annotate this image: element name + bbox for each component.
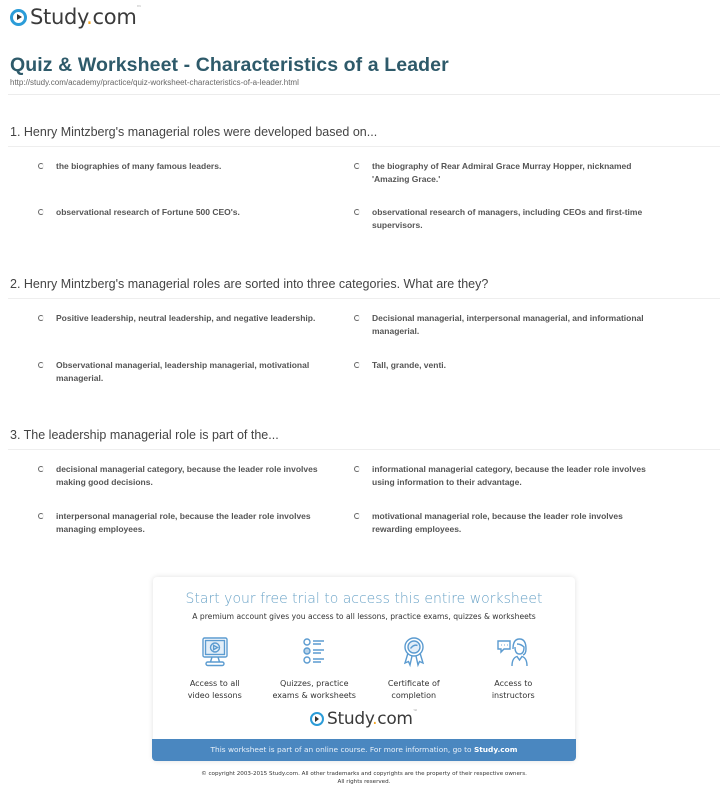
study-logo[interactable] — [10, 5, 141, 29]
feature-list — [153, 635, 575, 702]
free-trial-heading[interactable]: Start your free trial to access this entire worksheet — [185, 591, 543, 607]
quiz-list-icon — [297, 635, 331, 669]
divider — [8, 94, 720, 95]
study-com-link[interactable]: Study.com — [473, 745, 518, 754]
radio-button[interactable] — [38, 466, 44, 472]
page-title: Quiz & Worksheet - Characteristics of a Leader — [10, 54, 449, 76]
answer-option[interactable]: Tall, grande, venti. — [354, 359, 652, 372]
answer-option[interactable]: Positive leadership, neutral leadership, and negative leadership. — [38, 312, 336, 325]
answer-option[interactable]: Observational managerial, leadership managerial, motivational managerial. — [38, 359, 336, 385]
play-circle-icon — [10, 9, 27, 26]
free-trial-card — [153, 577, 575, 761]
logo-wordmark: Study.com™ — [30, 5, 142, 29]
radio-button[interactable] — [354, 466, 360, 472]
radio-button[interactable] — [354, 362, 360, 368]
play-circle-icon — [310, 712, 324, 726]
feature-video-lessons — [167, 635, 263, 702]
feature-label: Certificate of completion — [387, 679, 440, 700]
radio-button[interactable] — [38, 513, 44, 519]
question-title: 3. The leadership managerial role is part of the... — [10, 428, 279, 442]
answer-option[interactable]: Decisional managerial, interpersonal managerial, and informational managerial. — [354, 312, 652, 338]
feature-label: Quizzes, practice exams & worksheets — [272, 679, 356, 700]
divider — [8, 298, 720, 299]
video-lessons-icon — [198, 635, 232, 669]
answer-option[interactable]: informational managerial category, because the leader role involves using information to their advantage. — [354, 463, 652, 489]
radio-button[interactable] — [354, 513, 360, 519]
feature-label: Access to instructors — [491, 679, 535, 700]
answer-option[interactable]: the biography of Rear Admiral Grace Murray Hopper, nicknamed 'Amazing Grace.' — [354, 160, 652, 186]
answer-option[interactable]: the biographies of many famous leaders. — [38, 160, 336, 173]
divider — [8, 146, 720, 147]
question-title: 2. Henry Mintzberg's managerial roles are sorted into three categories. What are they? — [10, 277, 489, 291]
feature-quizzes — [266, 635, 362, 702]
radio-button[interactable] — [354, 209, 360, 215]
radio-button[interactable] — [354, 163, 360, 169]
answer-option[interactable]: observational research of managers, including CEOs and first-time supervisors. — [354, 206, 652, 232]
question-title: 1. Henry Mintzberg's managerial roles were developed based on... — [10, 125, 378, 139]
feature-label: Access to all video lessons — [187, 679, 242, 700]
radio-button[interactable] — [38, 362, 44, 368]
feature-instructors — [465, 635, 561, 702]
page-url: http://study.com/academy/practice/quiz-worksheet-characteristics-of-a-leader.html — [10, 78, 299, 87]
answer-option[interactable]: interpersonal managerial role, because the leader role involves managing employees. — [38, 510, 336, 536]
copyright-notice: © copyright 2003-2015 Study.com. All other trademarks and copyrights are the property of their respective owners. All rights reserved. — [201, 771, 527, 785]
certificate-icon — [397, 635, 431, 669]
feature-certificate — [366, 635, 462, 702]
answer-option[interactable]: observational research of Fortune 500 CEO's. — [38, 206, 336, 219]
instructor-icon — [496, 635, 530, 669]
answer-option[interactable]: decisional managerial category, because the leader role involves making good decisions. — [38, 463, 336, 489]
radio-button[interactable] — [38, 315, 44, 321]
free-trial-subtitle: A premium account gives you access to all lessons, practice exams, quizzes & worksheets — [192, 612, 536, 621]
study-logo[interactable] — [310, 709, 417, 729]
logo-wordmark: Study.com™ — [327, 709, 418, 729]
answer-option[interactable]: motivational managerial role, because the leader role involves rewarding employees. — [354, 510, 652, 536]
online-course-banner: This worksheet is part of an online course. For more information, go to Study.com — [152, 739, 576, 761]
divider — [8, 449, 720, 450]
radio-button[interactable] — [38, 209, 44, 215]
radio-button[interactable] — [38, 163, 44, 169]
radio-button[interactable] — [354, 315, 360, 321]
